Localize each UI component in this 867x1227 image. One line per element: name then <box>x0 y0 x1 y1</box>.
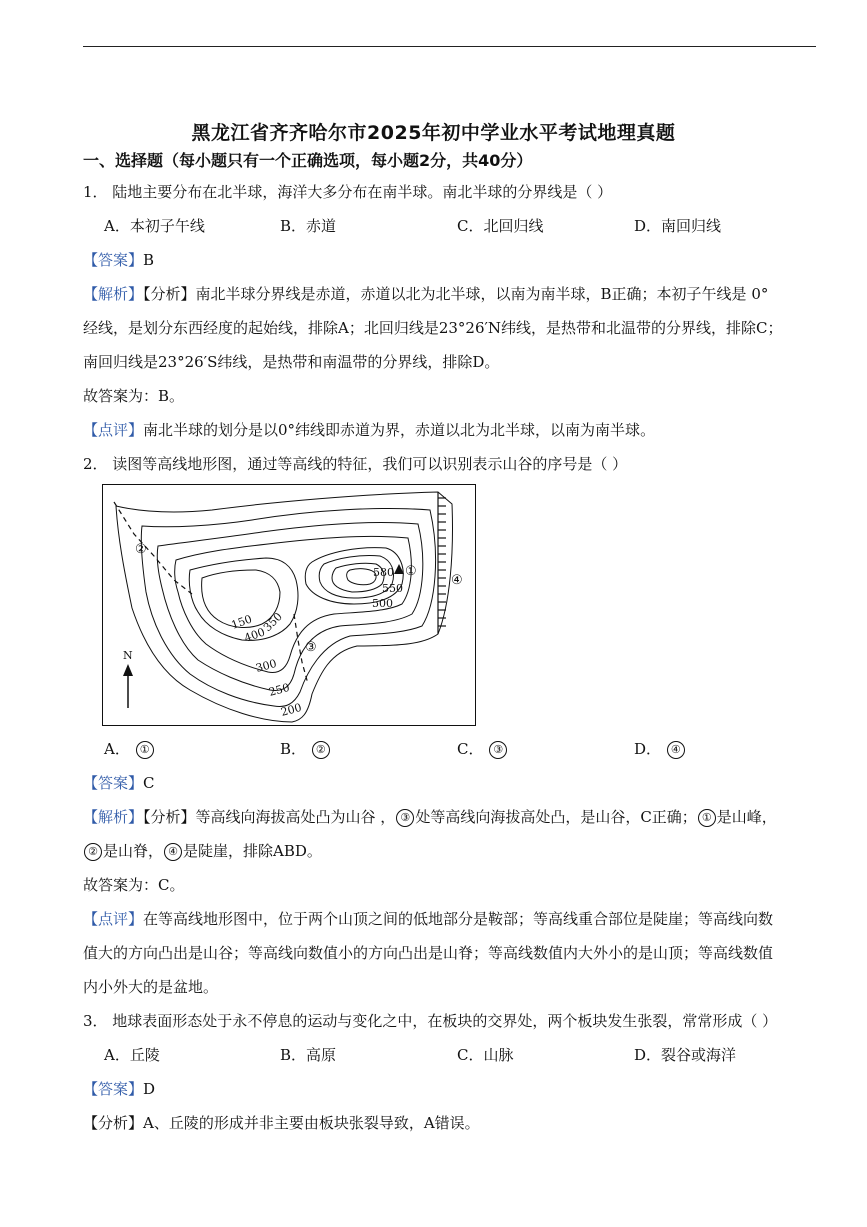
q2-comment-text: 在等高线地形图中，位于两个山顶之间的低地部分是鞍部；等高线重合部位是陡崖；等高线向数 <box>143 910 774 928</box>
q3-stem: 3． 地球表面形态处于永不停息的运动与变化之中，在板块的交界处，两个板块发生张裂，常常形成（ ） <box>83 1012 778 1030</box>
q3-answer-value: D <box>143 1080 156 1098</box>
q1-final: 故答案为：B。 <box>83 387 185 405</box>
contour-label-350: 350 <box>260 610 285 635</box>
q2-option-b-letter: B． <box>280 740 307 758</box>
q2-option-c-mark: ③ <box>489 741 507 759</box>
q3-option-a: A．丘陵 <box>104 1046 160 1064</box>
q1-option-c: C．北回归线 <box>457 217 544 235</box>
contour-label-400: 400 <box>242 625 267 645</box>
q1-option-d: D．南回归线 <box>634 217 722 235</box>
analysis-tag: 【解析】 <box>83 285 144 303</box>
analysis-subtag: 【分析】 <box>143 285 196 303</box>
q1-analysis-text: 【分析】南北半球分界线是赤道，赤道以北为北半球，以南为南半球，B正确；本初子午线是 0° <box>143 285 769 303</box>
q2-option-c <box>457 739 508 759</box>
q3-option-c: C．山脉 <box>457 1046 514 1064</box>
q2-answer <box>83 773 823 793</box>
q1-option-b: B．赤道 <box>280 217 337 235</box>
q1-answer-value: B <box>143 251 155 269</box>
analysis-subtag: 【分析】 <box>143 808 196 826</box>
q1-comment <box>83 420 823 440</box>
north-label: N <box>123 649 133 662</box>
q2-analysis-text-1: 【分析】等高线向海拔高处凸为山谷 ， <box>143 808 396 826</box>
q2-comment-line-1 <box>83 909 823 929</box>
q2-final: 故答案为：C。 <box>83 876 185 894</box>
q2-analysis-text-4: 是山脊， <box>103 842 164 860</box>
contour-map <box>102 484 476 726</box>
comment-tag: 【点评】 <box>83 910 144 928</box>
q3-option-d: D．裂谷或海洋 <box>634 1046 737 1064</box>
q2-option-d-mark: ④ <box>667 741 685 759</box>
q2-option-a-mark: ① <box>136 741 154 759</box>
q1-comment-text: 南北半球的划分是以0°纬线即赤道为界，赤道以北为北半球，以南为南半球。 <box>143 421 656 439</box>
contour-label-250: 250 <box>267 680 292 699</box>
q1-analysis-line-1 <box>83 284 823 304</box>
contour-label-580: 580 <box>373 566 394 579</box>
q2-option-a-letter: A． <box>104 740 130 758</box>
q1-answer <box>83 250 823 270</box>
contour-label-200: 200 <box>279 700 304 719</box>
q2-analysis-mark-1: ① <box>698 809 716 827</box>
marker-1: ① <box>405 564 417 579</box>
q2-answer-value: C <box>143 774 155 792</box>
q1-analysis-line-3: 南回归线是23°26′S纬线，是热带和南温带的分界线，排除D。 <box>83 353 500 371</box>
header-rule <box>83 46 816 47</box>
analysis-tag: 【解析】 <box>83 808 144 826</box>
marker-3: ③ <box>305 640 317 655</box>
q2-analysis-text-3: 是山峰， <box>716 808 777 826</box>
marker-4: ④ <box>451 573 463 588</box>
q2-comment-line-3: 内小外大的是盆地。 <box>83 978 219 996</box>
q2-option-d <box>634 739 686 759</box>
q3-answer <box>83 1079 823 1099</box>
q2-analysis-mark-4: ④ <box>164 843 182 861</box>
contour-label-300: 300 <box>254 656 279 675</box>
q2-analysis-line-2 <box>83 841 823 861</box>
q2-analysis-mark-2: ② <box>84 843 102 861</box>
contour-label-500: 500 <box>372 597 393 610</box>
contour-label-550: 550 <box>382 582 403 595</box>
q2-analysis-text-5: 是陡崖，排除ABD。 <box>183 842 322 860</box>
answer-tag: 【答案】 <box>83 774 144 792</box>
comment-tag: 【点评】 <box>83 421 144 439</box>
q1-option-a: A．本初子午线 <box>104 217 205 235</box>
answer-tag: 【答案】 <box>83 1080 144 1098</box>
q2-analysis-text-2: 处等高线向海拔高处凸，是山谷，C正确； <box>415 808 697 826</box>
q2-stem: 2． 读图等高线地形图，通过等高线的特征，我们可以识别表示山谷的序号是（ ） <box>83 455 628 473</box>
q2-option-b-mark: ② <box>312 741 330 759</box>
q2-option-a <box>104 739 155 759</box>
q2-analysis-line-1 <box>83 807 823 827</box>
section-heading: 一、选择题（每小题只有一个正确选项，每小题2分，共40分） <box>83 151 533 170</box>
q1-stem: 1． 陆地主要分布在北半球，海洋大多分布在南半球。南北半球的分界线是（ ） <box>83 183 613 201</box>
q2-option-b <box>280 739 331 759</box>
q3-option-b: B．高原 <box>280 1046 337 1064</box>
q2-comment-line-2: 值大的方向凸出是山谷；等高线向数值小的方向凸出是山脊；等高线数值内大外小的是山顶；等高线数值 <box>83 944 774 962</box>
q2-analysis-mark-3: ③ <box>396 809 414 827</box>
marker-2: ② <box>135 542 147 557</box>
q1-analysis-line-2: 经线，是划分东西经度的起始线，排除A；北回归线是23°26′N纬线，是热带和北温带的分界线，排除C； <box>83 319 783 337</box>
q2-option-c-letter: C． <box>457 740 484 758</box>
q2-option-d-letter: D． <box>634 740 662 758</box>
answer-tag: 【答案】 <box>83 251 144 269</box>
contour-label-150: 150 <box>229 612 254 632</box>
q3-analysis: 【分析】A、丘陵的形成并非主要由板块张裂导致，A错误。 <box>83 1114 480 1132</box>
document-title: 黑龙江省齐齐哈尔市2025年初中学业水平考试地理真题 <box>191 122 676 144</box>
